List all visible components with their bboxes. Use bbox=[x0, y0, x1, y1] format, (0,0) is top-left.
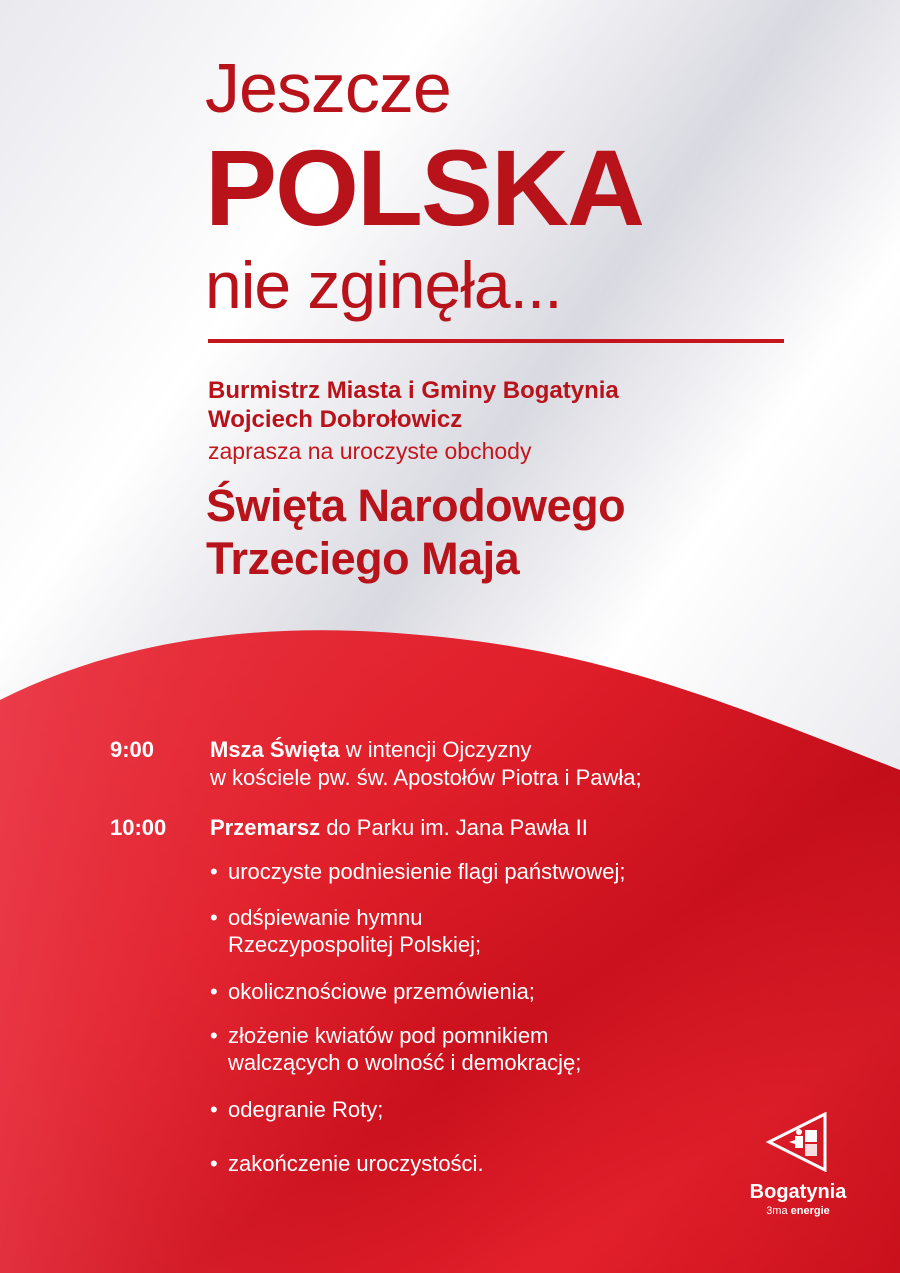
program-item-text: okolicznościowe przemówienia; bbox=[228, 979, 535, 1004]
bullet-icon: • bbox=[210, 979, 218, 1004]
schedule-rest: w intencji Ojczyzny bbox=[339, 737, 532, 762]
program-item-text: złożenie kwiatów pod pomnikiem bbox=[228, 1023, 549, 1048]
program-item-text: odśpiewanie hymnu bbox=[228, 905, 423, 930]
host-title: Burmistrz Miasta i Gminy Bogatynia bbox=[208, 377, 619, 404]
bogatynia-logo bbox=[728, 1112, 868, 1217]
logo-name: Bogatynia bbox=[749, 1181, 847, 1203]
bullet-icon: • bbox=[210, 905, 218, 930]
program-item bbox=[210, 1022, 581, 1076]
program-item bbox=[210, 978, 535, 1005]
schedule-time: 10:00 bbox=[110, 815, 167, 840]
host-name: Wojciech Dobrołowicz bbox=[208, 406, 463, 433]
program-item-text: odegranie Roty; bbox=[228, 1097, 384, 1122]
headline-nie-zginela: nie zginęła... bbox=[205, 248, 562, 322]
invite-text: zaprasza na uroczyste obchody bbox=[208, 438, 532, 464]
headline-polska: POLSKA bbox=[205, 127, 644, 248]
program-item-text: zakończenie uroczystości. bbox=[228, 1151, 484, 1176]
event-title-line1: Święta Narodowego bbox=[206, 480, 626, 531]
logo-tagline bbox=[728, 1205, 868, 1217]
bullet-icon: • bbox=[210, 1023, 218, 1048]
logo-tagline-bold: energie bbox=[790, 1205, 830, 1217]
schedule-entry bbox=[210, 814, 588, 841]
program-item bbox=[210, 1096, 383, 1123]
program-item-text-line2: Rzeczypospolitej Polskiej; bbox=[228, 932, 482, 957]
schedule-title: Przemarsz bbox=[210, 815, 321, 840]
headline-jeszcze: Jeszcze bbox=[205, 49, 451, 127]
bullet-icon: • bbox=[210, 1151, 218, 1176]
coat-of-arms-icon bbox=[765, 1112, 831, 1172]
event-title-line2: Trzeciego Maja bbox=[206, 533, 520, 584]
logo-tagline-prefix: 3ma bbox=[766, 1205, 791, 1217]
schedule-title: Msza Święta bbox=[210, 737, 340, 762]
schedule-entry-line2: w kościele pw. św. Apostołów Piotra i Pawła; bbox=[210, 765, 642, 790]
bullet-icon: • bbox=[210, 859, 218, 884]
bullet-icon: • bbox=[210, 1097, 218, 1122]
program-item bbox=[210, 858, 625, 885]
schedule-time: 9:00 bbox=[110, 737, 155, 762]
program-item bbox=[210, 904, 481, 958]
schedule-entry bbox=[210, 736, 532, 763]
divider-rule bbox=[208, 339, 784, 343]
program-item-text: uroczyste podniesienie flagi państwowej; bbox=[228, 859, 626, 884]
schedule-rest: do Parku im. Jana Pawła II bbox=[320, 815, 588, 840]
program-item-text-line2: walczących o wolność i demokrację; bbox=[228, 1050, 582, 1075]
program-item bbox=[210, 1150, 484, 1177]
